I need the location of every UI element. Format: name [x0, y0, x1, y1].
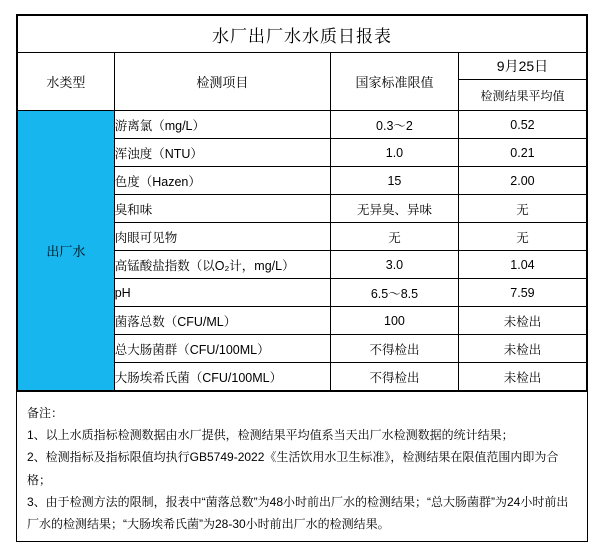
- item-standard: 不得检出: [330, 363, 458, 391]
- header-date: 9月25日: [458, 53, 586, 80]
- item-standard: 无: [330, 223, 458, 251]
- item-result: 2.00: [458, 167, 586, 195]
- item-standard: 无异臭、异味: [330, 195, 458, 223]
- item-name: 臭和味: [114, 195, 330, 223]
- item-standard: 3.0: [330, 251, 458, 279]
- item-name: 色度（Hazen）: [114, 167, 330, 195]
- item-standard: 不得检出: [330, 335, 458, 363]
- item-standard: 1.0: [330, 139, 458, 167]
- item-name: 总大肠菌群（CFU/100ML）: [114, 335, 330, 363]
- item-name: 高锰酸盐指数（以O₂计，mg/L）: [114, 251, 330, 279]
- item-result: 0.21: [458, 139, 586, 167]
- item-name: 菌落总数（CFU/ML）: [114, 307, 330, 335]
- item-standard: 15: [330, 167, 458, 195]
- watertype-cell: 出厂水: [18, 111, 115, 391]
- notes-line-1: 1、以上水质指标检测数据由水厂提供，检测结果平均值系当天出厂水检测数据的统计结果；: [27, 428, 514, 443]
- header-item: 检测项目: [114, 53, 330, 111]
- page-title: 水厂出厂水水质日报表: [18, 16, 587, 53]
- item-result: 1.04: [458, 251, 586, 279]
- notes-line-3: 3、由于检测方法的限制，报表中“菌落总数”为48小时前出厂水的检测结果；“总大肠菌群”为24小时前出厂水的检测结果；“大肠埃希氏菌”为28-30小时前出厂水的检测结果。: [27, 494, 569, 531]
- item-result: 0.52: [458, 111, 586, 139]
- header-row-top: [18, 53, 587, 80]
- table-row: [18, 111, 587, 139]
- water-quality-table: [17, 15, 587, 391]
- header-standard: 国家标准限值: [330, 53, 458, 111]
- item-name: pH: [114, 279, 330, 307]
- item-result: 未检出: [458, 307, 586, 335]
- header-watertype: 水类型: [18, 53, 115, 111]
- item-standard: 6.5～8.5: [330, 279, 458, 307]
- notes-label: 备注：: [27, 406, 64, 420]
- water-quality-report: [16, 14, 588, 542]
- item-standard: 100: [330, 307, 458, 335]
- header-average-label: 检测结果平均值: [458, 80, 586, 111]
- item-name: 浑浊度（NTU）: [114, 139, 330, 167]
- notes-line-2: 2、检测指标及指标限值均执行GB5749-2022《生活饮用水卫生标准》，检测结果在限值范围内即为合格；: [27, 450, 559, 487]
- item-name: 肉眼可见物: [114, 223, 330, 251]
- item-result: 无: [458, 223, 586, 251]
- title-row: [18, 16, 587, 53]
- item-name: 游离氯（mg/L）: [114, 111, 330, 139]
- item-result: 无: [458, 195, 586, 223]
- item-name: 大肠埃希氏菌（CFU/100ML）: [114, 363, 330, 391]
- item-standard: 0.3～2: [330, 111, 458, 139]
- item-result: 未检出: [458, 335, 586, 363]
- item-result: 未检出: [458, 363, 586, 391]
- item-result: 7.59: [458, 279, 586, 307]
